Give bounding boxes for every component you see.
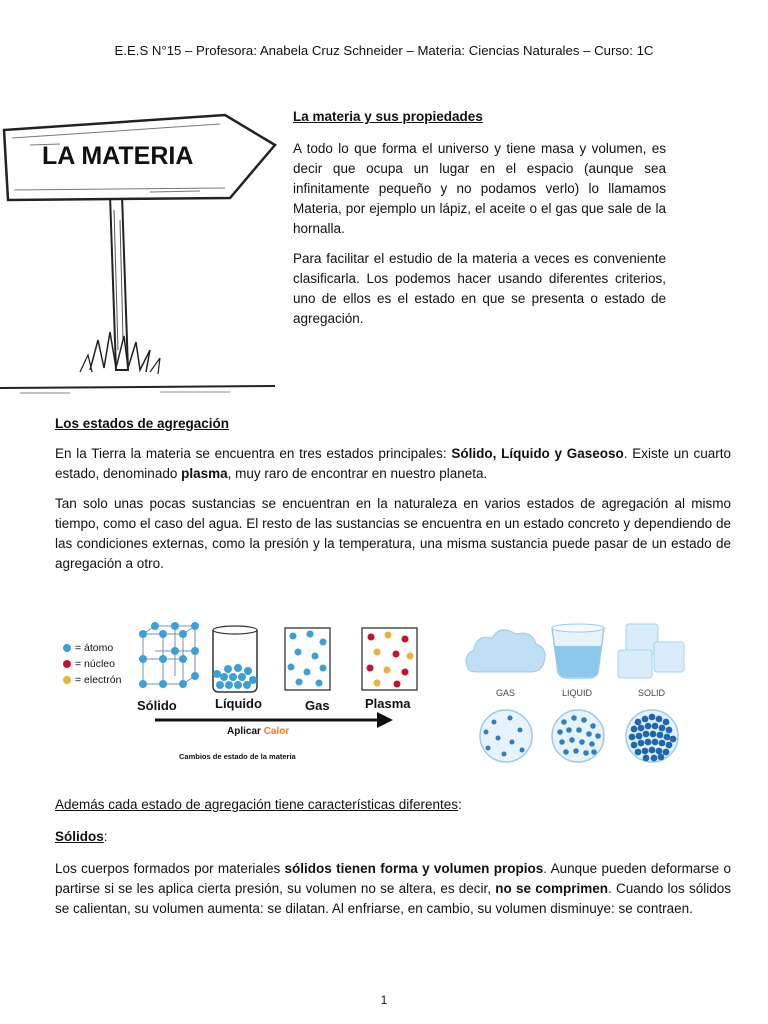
intro-paragraph-2: Para facilitar el estudio de la materia a veces es conveniente clasificarla. Los podemos hacer usando diferentes criterios, uno de ellos es el estado en que se presenta o estado de agregación.	[293, 251, 666, 326]
intro-paragraph-1: A todo lo que forma el universo y tiene masa y volumen, es decir que ocupa un lugar en el espacio (aunque sea infinitamente pequeño y no podamos verlo) lo llamamos Materia, por ejemplo un lápiz, el aceite o el gas que sale de la hornalla.	[293, 141, 666, 236]
label-solid-en: SOLID	[638, 688, 666, 698]
states-paragraph-1: En la Tierra la materia se encuentra en tres estados principales: Sólido, Líquido y Gaseoso. Existe un cuarto estado, denominado plasma, muy raro de encontrar en nuestro planeta.	[55, 446, 731, 481]
label-plasma: Plasma	[365, 696, 411, 711]
label-liquid: Líquido	[215, 696, 262, 711]
page-header: E.E.S N°15 – Profesora: Anabela Cruz Schneider – Materia: Ciencias Naturales – Curso: 1C	[114, 43, 654, 58]
gas-particles-circle	[480, 710, 532, 762]
solids-bold-1: sólidos tienen forma y volumen propios	[284, 861, 544, 876]
liquid-particles-circle	[552, 710, 604, 762]
label-solid: Sólido	[137, 698, 177, 713]
states-title: Los estados de agregación	[55, 416, 230, 431]
solids-title: Sólidos:	[55, 829, 108, 844]
gas-box	[285, 628, 330, 690]
la-materia-sign-illustration	[0, 100, 280, 400]
heat-word: Calor	[263, 726, 290, 737]
legend-electron: = electrón	[63, 672, 121, 688]
solid-lattice	[143, 626, 195, 684]
states-paragraph-2: Tan solo unas pocas sustancias se encuentran en la naturaleza en varios estados de agregación al mismo tiempo, como el caso del agua. El resto de las sustancias se encuentra en un estado concreto y dependiendo de las condiciones externas, como la presión y la temperatura, una misma sustancia puede pasar de un estado de agregación a otro.	[55, 496, 731, 571]
states-bold-list: Sólido, Líquido y Gaseoso	[451, 446, 624, 461]
gas-liquid-solid-figure	[458, 612, 698, 772]
liquid-beaker	[213, 626, 257, 692]
plasma-box	[362, 628, 417, 690]
ice-illustration	[618, 624, 684, 678]
solids-bold-2: no se comprimen	[495, 881, 608, 896]
sign-text: LA MATERIA	[42, 142, 194, 170]
solid-particles-circle	[626, 710, 678, 762]
figure-caption: Cambios de estado de la materia	[179, 752, 296, 761]
intro-title: La materia y sus propiedades	[293, 109, 483, 124]
plasma-bold: plasma	[181, 466, 228, 481]
arrow-label: Aplicar Calor	[227, 726, 290, 737]
legend-atom: = átomo	[63, 640, 121, 656]
glass-illustration	[552, 624, 604, 678]
cloud-illustration	[466, 630, 545, 672]
label-liquid-en: LIQUID	[562, 688, 593, 698]
label-gas-en: GAS	[496, 688, 516, 698]
page-number: 1	[380, 993, 388, 1007]
characteristics-intro: Además cada estado de agregación tiene características diferentes:	[55, 797, 462, 812]
solids-paragraph: Los cuerpos formados por materiales sólidos tienen forma y volumen propios. Aunque pueden deformarse o partirse si se les aplica cierta presión, su volumen no se altera, es decir, no se comprimen. Cuando los sólidos se calientan, su volumen aumenta: se dilatan. Al enfriarse, en cambio, su volumen disminuye: se contraen.	[55, 861, 731, 916]
label-gas: Gas	[305, 698, 330, 713]
states-of-matter-figure	[55, 612, 435, 772]
legend-nucleus: = núcleo	[63, 656, 121, 672]
